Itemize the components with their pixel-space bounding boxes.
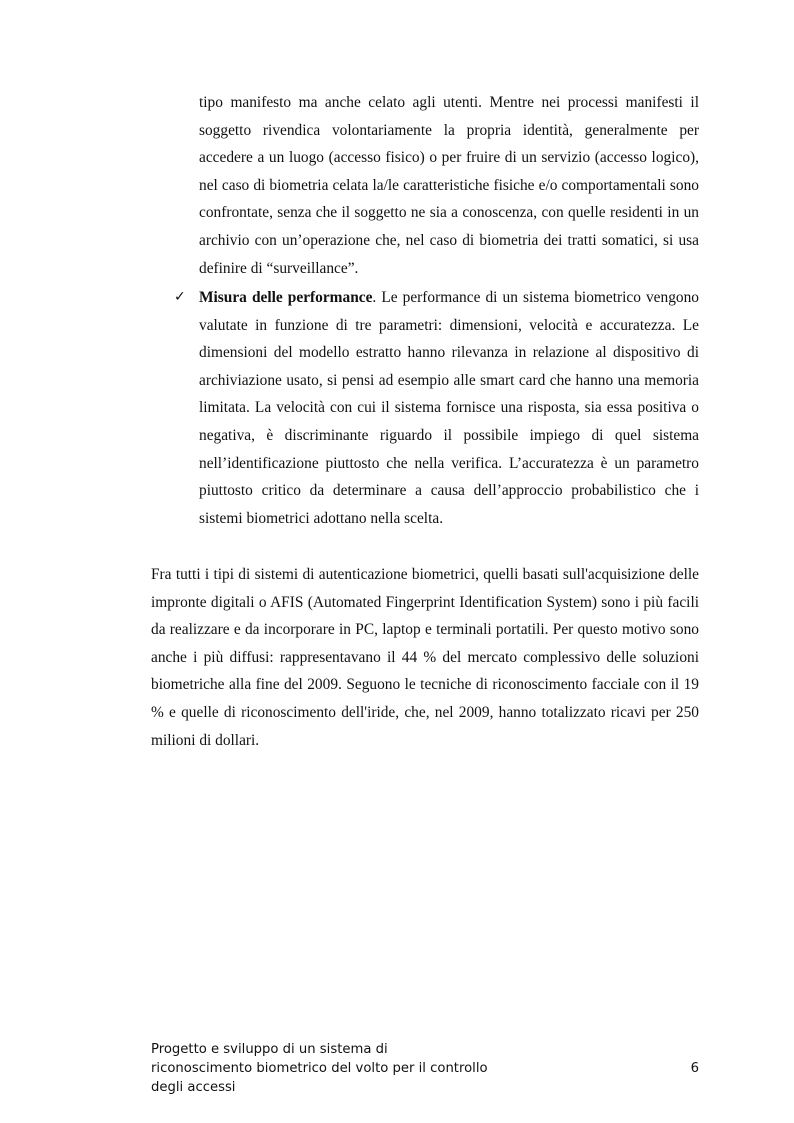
page-number: 6 <box>690 1061 699 1076</box>
body-paragraph: Fra tutti i tipi di sistemi di autenticazione biometrici, quelli basati sull'acquisizione delle impronte digitali o AFIS (Automated Fingerprint Identification System) sono i più facili da realizzare e da incorporare in PC, laptop e terminali portatili. Per questo motivo sono anche i più diffusi: rappresentavano il 44 % del mercato complessivo delle soluzioni biometriche alla fine del 2009. Seguono le tecniche di riconoscimento facciale con il 19 % e quelle di riconoscimento dell'iride, che, nel 2009, hanno totalizzato ricavi per 250 milioni di dollari. <box>151 566 699 749</box>
footer-title: Progetto e sviluppo di un sistema di riconoscimento biometrico del volto per il controllo degli accessi <box>151 1042 488 1095</box>
bullet-body: . Le performance di un sistema biometrico vengono valutate in funzione di tre parametri: dimensioni, velocità e accuratezza. Le dimensioni del modello estratto hanno rilevanza in relazione al dispositivo di archiviazione usato, si pensi ad esempio alle smart card che hanno una memoria limitata. La velocità con cui il sistema fornisce una risposta, sia essa positiva o negativa, è discriminante riguardo il possibile impiego di quel sistema nell’identificazione piuttosto che nella verifica. L’accuratezza è un parametro piuttosto critico da determinare a causa dell’approccio probabilistico che i sistemi biometrici adottano nella scelta. <box>199 289 699 527</box>
check-icon: ✓ <box>174 289 186 305</box>
continuation-paragraph: tipo manifesto ma anche celato agli utenti. Mentre nei processi manifesti il soggetto rivendica volontariamente la propria identità, generalmente per accedere a un luogo (accesso fisico) o per fruire di un servizio (accesso logico), nel caso di biometria celata la/le caratteristiche fisiche e/o comportamentali sono confrontate, senza che il soggetto ne sia a conoscenza, con quelle residenti in un archivio con un’operazione che, nel caso di biometria dei tratti somatici, si usa definire di “surveillance”. <box>199 94 699 277</box>
bullet-text-block <box>199 284 699 532</box>
bullet-title: Misura delle performance <box>199 289 373 306</box>
page-footer <box>151 1040 699 1097</box>
bullet-item-performance <box>174 284 699 532</box>
